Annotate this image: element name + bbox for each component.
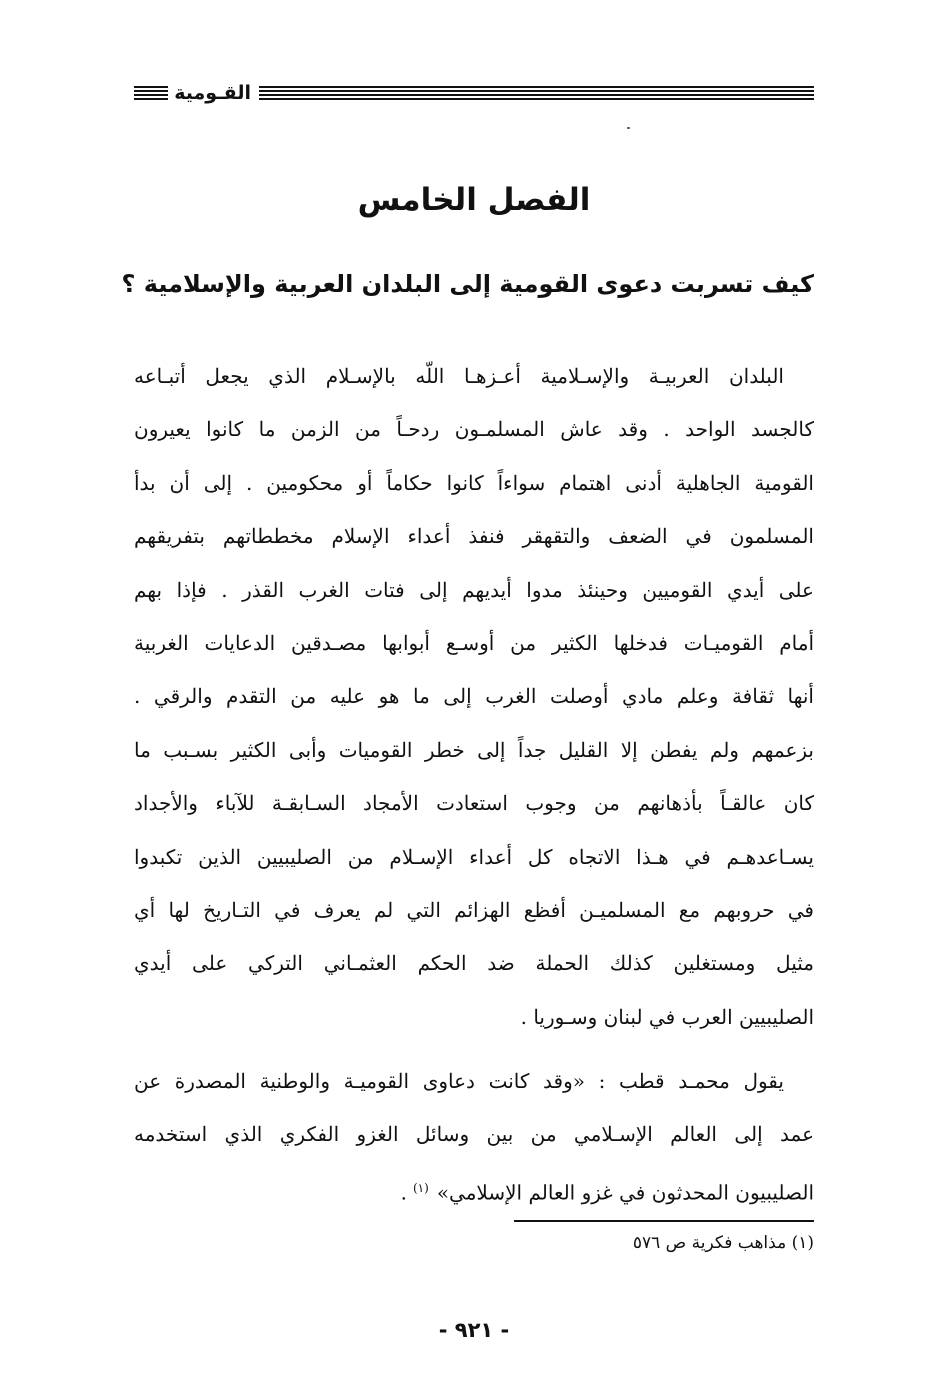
footnote-separator xyxy=(514,1220,814,1222)
footnote: (١) مذاهب فكرية ص ٥٧٦ xyxy=(632,1233,814,1253)
text-line: على أيدي القوميين وحينئذ مدوا أيديهم إلى فتات الغرب القذر . فإذا بهم xyxy=(134,577,814,602)
text-line: مثيل ومستغلين كذلك الحملة ضد الحكم العثمـاني التركي على أيدي xyxy=(134,951,814,976)
text-line: القومية الجاهلية أدنى اهتمام سواءاً كانوا حكاماً أو محكومين . إلى أن بدأ xyxy=(134,470,814,495)
text-line: في حروبهم مع المسلميـن أفظع الهزائم التي لم يعرف في التـاريخ لها أي xyxy=(134,897,814,922)
ink-speck xyxy=(627,127,630,129)
text-line: الصليبيين العرب في لبنان وسـوريا . xyxy=(520,1004,814,1029)
sentence-end: . xyxy=(400,1180,407,1205)
text-line: المسلمون في الضعف والتقهقر فنفذ أعداء الإسلام مخططاتهم بتفريقهم xyxy=(134,524,814,549)
text-line: أمام القوميـات فدخلها الكثير من أوسـع أبوابها مصـدقين الدعايات الغربية xyxy=(134,630,815,655)
text-line: أنها ثقافة وعلم مادي أوصلت الغرب إلى ما هو عليه من التقدم والرقي . xyxy=(134,684,814,709)
text-line-with-footnote xyxy=(134,1162,814,1215)
text-line: بزعمهم ولم يفطن إلا القليل جداً إلى خطر القوميات وأبى الكثير بسـبب ما xyxy=(134,737,814,762)
text-line: يسـاعدهـم في هـذا الاتجاه كل أعداء الإسـلام من الصليبيين الذين تكبدوا xyxy=(134,844,814,869)
section-heading: كيف تسربت دعوى القومية إلى البلدان العربية والإسلامية ؟ xyxy=(121,270,814,298)
footnote-marker: (١) xyxy=(412,1180,429,1195)
header-rule-short xyxy=(134,86,168,106)
running-header xyxy=(134,80,814,110)
text-line: كالجسد الواحد . وقد عاش المسلمـون ردحـاً من الزمن ما كانوا يعيرون xyxy=(134,417,814,442)
text-line: البلدان العربيـة والإسـلامية أعـزهـا اللّه بالإسـلام الذي يجعل أتبـاعه xyxy=(134,364,784,388)
paragraph-1 xyxy=(134,350,814,1044)
header-rule-long xyxy=(259,86,814,106)
text-line: كان عالقـاً بأذهانهم من وجوب استعادت الأمجاد السـابقـة للآباء والأجداد xyxy=(134,791,814,816)
page-number: - ٩٢١ - xyxy=(438,1318,510,1342)
text-line: عمد إلى العالم الإسـلامي من بين وسائل الغزو الفكري الذي استخدمه xyxy=(134,1122,814,1147)
text-line-content: الصليبيون المحدثون في غزو العالم الإسلامي» xyxy=(436,1180,814,1205)
paragraph-2 xyxy=(134,1055,814,1215)
chapter-title: الفصل الخامس xyxy=(357,182,591,218)
header-title: القـومية xyxy=(174,82,251,104)
text-line: يقول محمـد قطب : «وقد كانت دعاوى القوميـة والوطنية المصدرة عن xyxy=(134,1069,784,1093)
